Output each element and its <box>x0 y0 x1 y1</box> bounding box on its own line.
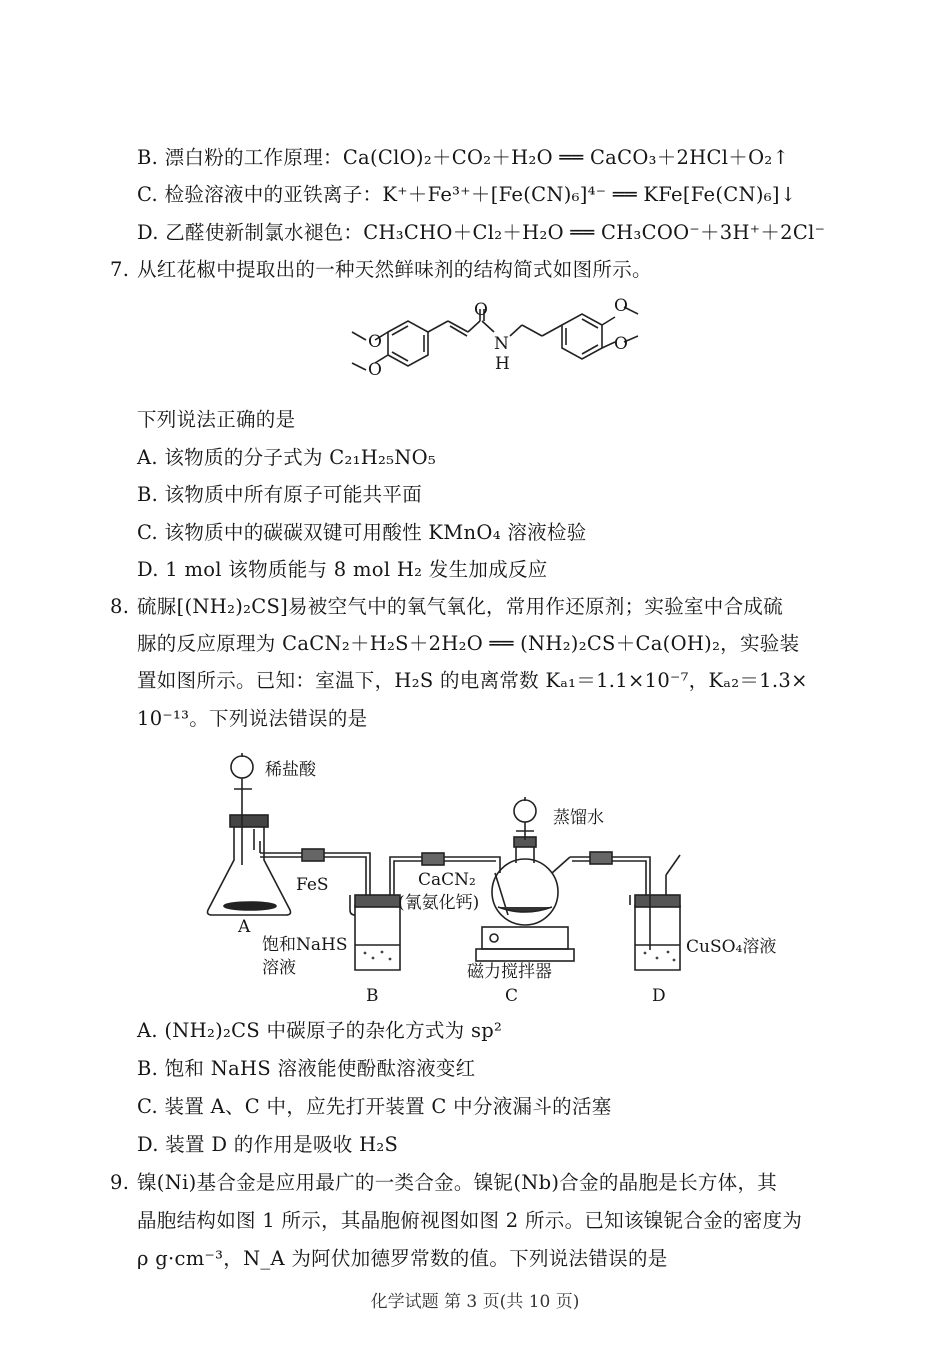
label-d: D <box>652 986 666 1006</box>
q7-number: 7. <box>110 258 130 281</box>
label-fes: FeS <box>296 875 329 895</box>
label-b: B <box>366 986 379 1006</box>
q8-number: 8. <box>110 595 130 618</box>
q7-option-b: B. 该物质中所有原子可能共平面 <box>137 483 423 506</box>
label-c: C <box>505 986 519 1006</box>
q7-prompt: 下列说法正确的是 <box>137 408 296 431</box>
q7-n-atom: N <box>494 334 509 354</box>
q7-option-c: C. 该物质中的碳碳双键可用酸性 KMnO₄ 溶液检验 <box>137 521 587 544</box>
label-stirrer: 磁力搅拌器 <box>467 962 552 982</box>
label-nahs: 饱和NaHS <box>262 935 348 955</box>
label-a: A <box>238 917 251 937</box>
q6-option-c: C. 检验溶液中的亚铁离子：K⁺＋Fe³⁺＋[Fe(CN)₆]⁴⁻ ══ KFe[Fe(CN)₆]↓ <box>137 183 797 206</box>
page-footer: 化学试题 第 3 页(共 10 页) <box>370 1292 580 1312</box>
q7-carbonyl-o: O <box>474 300 488 320</box>
q6-option-b: B. 漂白粉的工作原理：Ca(ClO)₂＋CO₂＋H₂O ══ CaCO₃＋2HCl＋O₂↑ <box>137 146 790 169</box>
q8-line2: 脲的反应原理为 CaCN₂＋H₂S＋2H₂O ══ (NH₂)₂CS＋Ca(OH)₂，实验装 <box>137 632 800 655</box>
q7-option-a: A. 该物质的分子式为 C₂₁H₂₅NO₅ <box>137 446 437 469</box>
q7-stem: 从红花椒中提取出的一种天然鲜味剂的结构简式如图所示。 <box>137 258 652 281</box>
label-nahs2: 溶液 <box>262 958 296 978</box>
q7-option-d: D. 1 mol 该物质能与 8 mol H₂ 发生加成反应 <box>137 558 548 581</box>
q9-line1: 镍(Ni)基合金是应用最广的一类合金。镍铌(Nb)合金的晶胞是长方体，其 <box>137 1171 778 1194</box>
label-cacn2: CaCN₂ <box>418 870 476 890</box>
q7-ome-o2: O <box>368 360 382 380</box>
q7-ome-o3: O <box>614 296 628 316</box>
q7-ome-o1: O <box>368 332 382 352</box>
q7-h-atom: H <box>495 354 510 374</box>
q9-line2: 晶胞结构如图 1 所示，其晶胞俯视图如图 2 所示。已知该镍铌合金的密度为 <box>137 1209 803 1232</box>
q9-number: 9. <box>110 1171 130 1194</box>
label-water: 蒸馏水 <box>553 808 604 828</box>
q8-option-a: A. (NH₂)₂CS 中碳原子的杂化方式为 sp² <box>137 1019 503 1042</box>
q8-option-d: D. 装置 D 的作用是吸收 H₂S <box>137 1133 399 1156</box>
q8-line1: 硫脲[(NH₂)₂CS]易被空气中的氧气氧化，常用作还原剂；实验室中合成硫 <box>137 595 784 618</box>
label-cuso4: CuSO₄溶液 <box>686 937 777 957</box>
q8-line3: 置如图所示。已知：室温下，H₂S 的电离常数 Kₐ₁＝1.1×10⁻⁷，Kₐ₂＝1.3× <box>137 669 808 692</box>
q7-ome-o4: O <box>614 334 628 354</box>
q9-line3: ρ g·cm⁻³，N_A 为阿伏加德罗常数的值。下列说法错误的是 <box>137 1247 668 1270</box>
label-cacn2-name: (氰氨化钙) <box>398 893 480 913</box>
q6-option-d: D. 乙醛使新制氯水褪色：CH₃CHO＋Cl₂＋H₂O ══ CH₃COO⁻＋3H⁺＋2Cl⁻ <box>137 221 826 244</box>
q8-option-b: B. 饱和 NaHS 溶液能使酚酞溶液变红 <box>137 1057 476 1080</box>
q8-line4: 10⁻¹³。下列说法错误的是 <box>137 707 368 730</box>
label-dilute-hcl: 稀盐酸 <box>265 760 316 780</box>
q8-option-c: C. 装置 A、C 中，应先打开装置 C 中分液漏斗的活塞 <box>137 1095 612 1118</box>
